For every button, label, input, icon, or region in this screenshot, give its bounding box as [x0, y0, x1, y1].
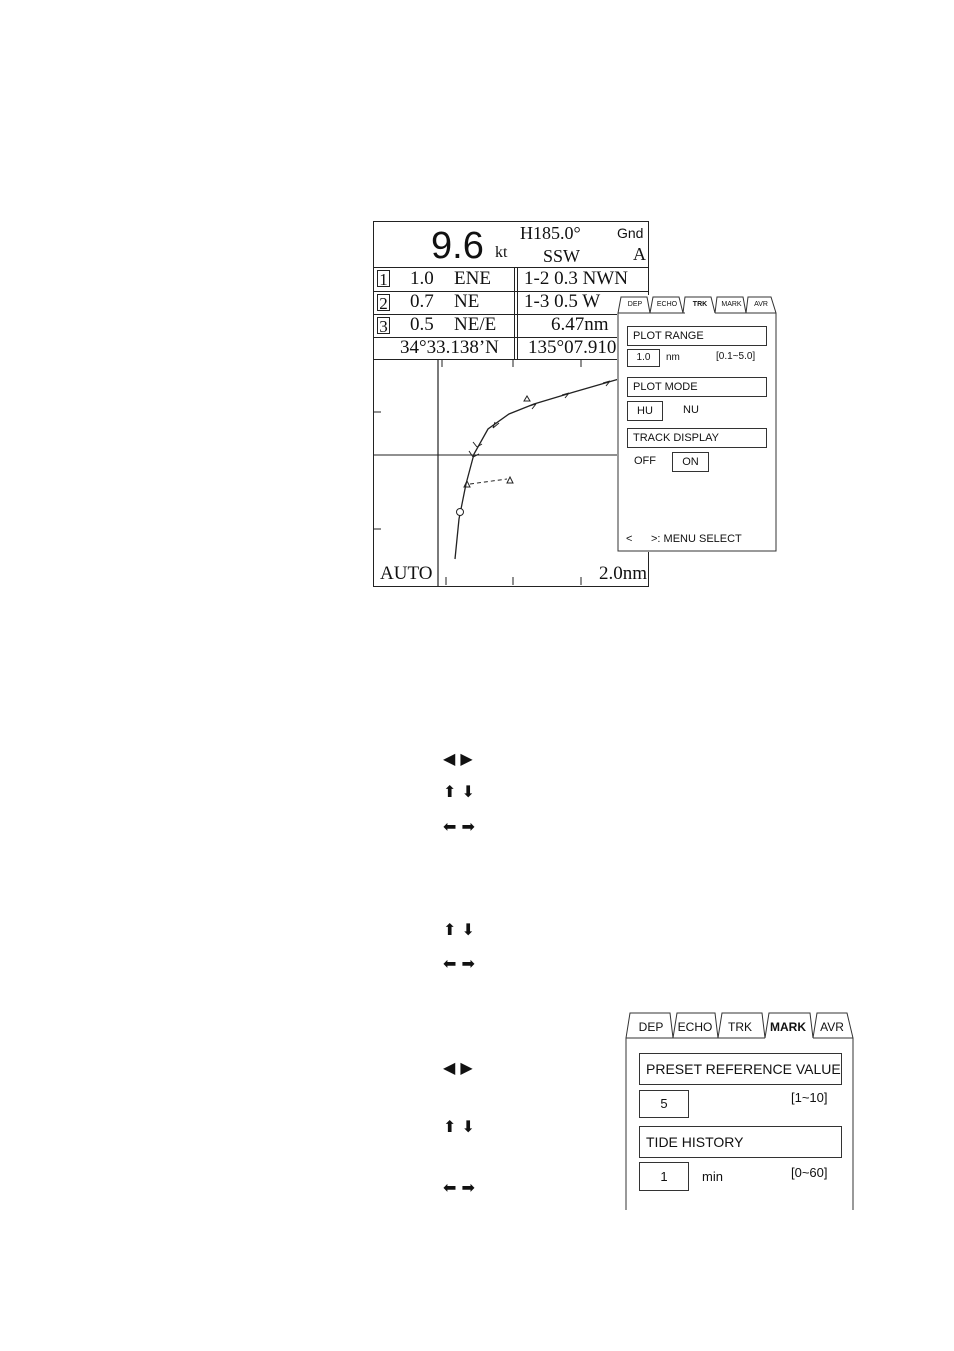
tab-dep[interactable]: DEP	[627, 301, 643, 308]
tab-mark[interactable]: MARK	[770, 1020, 806, 1034]
tide-history-input[interactable]: 1	[639, 1162, 689, 1191]
speed-unit: kt	[495, 244, 508, 261]
direction-readout: SSW	[543, 246, 581, 266]
distance-readout: 6.47nm	[551, 314, 609, 335]
layer-3-number: 3	[377, 317, 390, 334]
layer-1-number: 1	[377, 270, 390, 287]
layer-2-speed: 0.7	[410, 291, 434, 312]
plot-range-unit: nm	[666, 352, 680, 363]
up-down-arrow-keys-icon: ⬆ ⬇	[443, 920, 475, 939]
preset-reference-value-field[interactable]: PRESET REFERENCE VALUE	[639, 1053, 842, 1085]
ground-mode-label: Gnd	[617, 225, 644, 241]
tab-avr[interactable]: AVR	[754, 301, 768, 308]
tide-history-field[interactable]: TIDE HISTORY	[639, 1126, 842, 1158]
menu-hint-left: <	[626, 533, 633, 545]
plot-mode-nu-option[interactable]: NU	[683, 404, 699, 416]
left-right-triangle-keys-icon: ◀ ▶	[443, 1058, 473, 1077]
difference-1-3: 1-3 0.5 W	[524, 291, 601, 312]
tide-history-unit: min	[702, 1169, 723, 1184]
layer-2-number: 2	[377, 294, 390, 311]
tab-avr[interactable]: AVR	[820, 1020, 844, 1034]
longitude-readout: 135°07.910	[528, 337, 617, 358]
layer-3-speed: 0.5	[410, 314, 434, 335]
tide-history-limits: [0~60]	[791, 1165, 828, 1180]
tab-echo[interactable]: ECHO	[677, 1020, 713, 1034]
layer-3-direction: NE/E	[454, 314, 497, 335]
range-label: 2.0nm	[599, 563, 648, 584]
plot-range-input[interactable]: 1.0	[627, 349, 660, 367]
layer-1-speed: 1.0	[410, 268, 434, 289]
plot-mode-hu-option[interactable]: HU	[627, 401, 663, 421]
layer-2-direction: NE	[454, 291, 480, 312]
left-right-arrow-keys-icon: ⬅ ➡	[443, 954, 475, 973]
auto-label: AUTO	[380, 563, 433, 584]
plot-range-field[interactable]: PLOT RANGE	[627, 326, 767, 346]
auto-mode-indicator: A	[633, 244, 646, 264]
trk-menu-panel	[617, 295, 777, 552]
left-right-arrow-keys-icon: ⬅ ➡	[443, 817, 475, 836]
tab-mark[interactable]: MARK	[721, 301, 742, 308]
latitude-readout: 34°33.138’N	[400, 337, 499, 358]
speed-value: 9.6	[431, 225, 484, 267]
preset-reference-limits: [1~10]	[791, 1090, 828, 1105]
track-plot	[374, 359, 648, 587]
difference-1-2: 1-2 0.3 NWN	[524, 268, 628, 289]
tab-trk[interactable]: TRK	[692, 301, 708, 308]
left-right-arrow-keys-icon: ⬅ ➡	[443, 1178, 475, 1197]
track-display-on-option[interactable]: ON	[672, 452, 709, 472]
menu-hint-select: >: MENU SELECT	[651, 533, 742, 545]
track-display-field[interactable]: TRACK DISPLAY	[627, 428, 767, 448]
tab-trk[interactable]: TRK	[728, 1020, 752, 1034]
left-right-triangle-keys-icon: ◀ ▶	[443, 749, 473, 768]
track-display-off-option[interactable]: OFF	[634, 455, 656, 467]
plot-mode-field[interactable]: PLOT MODE	[627, 377, 767, 397]
plot-range-limits: [0.1~5.0]	[716, 351, 756, 362]
heading-readout: H185.0°	[520, 223, 581, 243]
preset-reference-value-input[interactable]: 5	[639, 1090, 689, 1118]
tidal-current-display	[373, 221, 649, 587]
up-down-arrow-keys-icon: ⬆ ⬇	[443, 782, 475, 801]
tab-dep[interactable]: DEP	[638, 1020, 664, 1034]
up-down-arrow-keys-icon: ⬆ ⬇	[443, 1117, 475, 1136]
tab-echo[interactable]: ECHO	[656, 301, 678, 308]
mark-menu-panel	[625, 1010, 855, 1210]
layer-1-direction: ENE	[454, 268, 491, 289]
